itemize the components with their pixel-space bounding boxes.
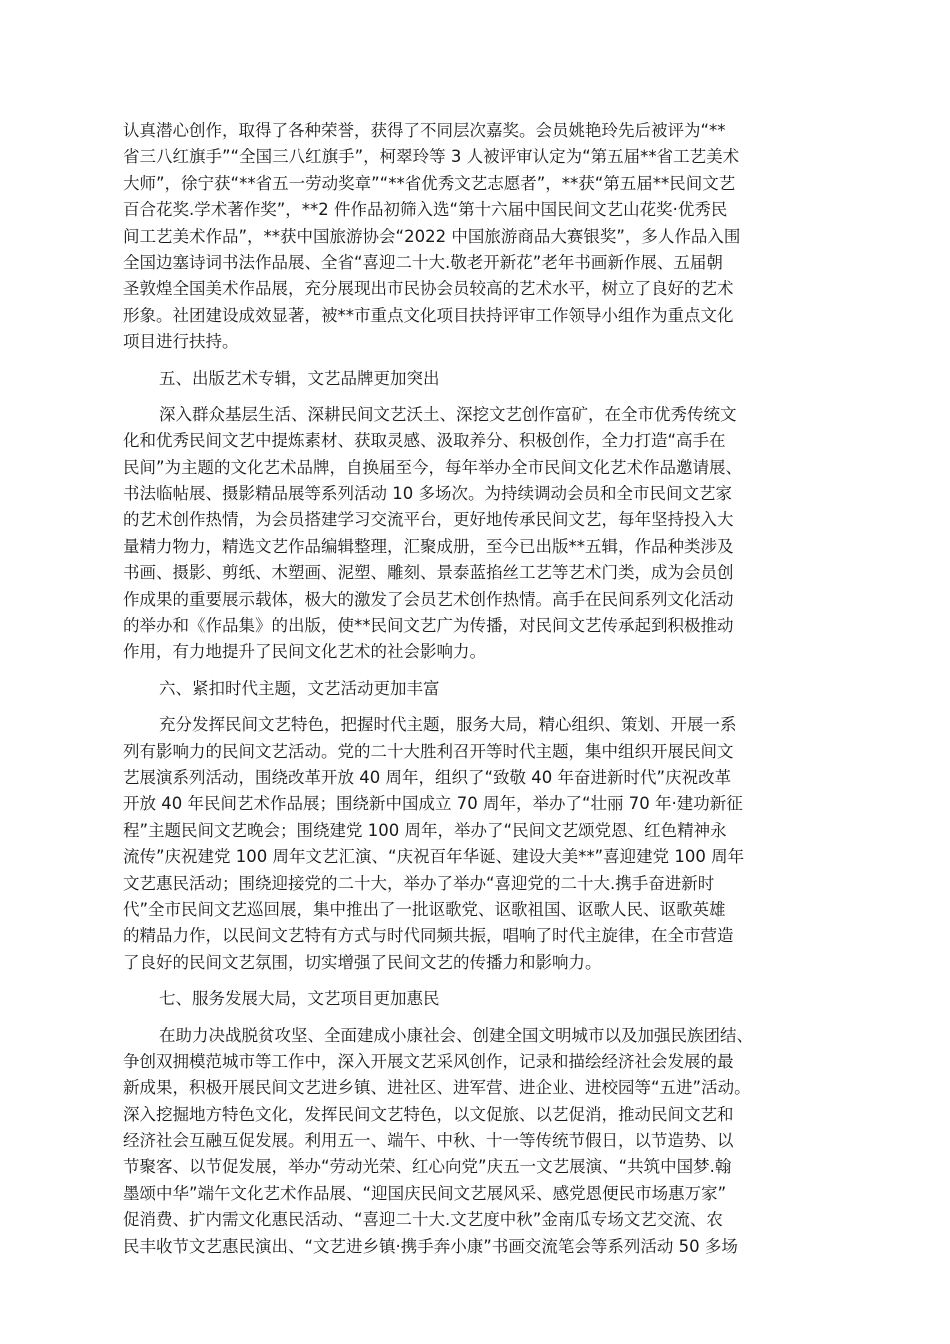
paragraph-gap	[123, 702, 833, 712]
text-line: 量精力物力，精选文艺作品编辑整理，汇聚成册，至今已出版**五辑，作品种类涉及	[123, 536, 734, 556]
text-line: 开放 40 年民间艺术作品展；围绕新中国成立 70 周年，举办了“壮丽 70 年·建功新征	[123, 794, 743, 814]
paragraph-gap	[123, 666, 833, 676]
text-line: 民丰收节文艺惠民演出、“文艺进乡镇·携手奔小康”书画交流笔会等系列活动 50 多场	[123, 1236, 738, 1256]
text-line: 程”主题民间文艺晚会；围绕建党 100 周年，举办了“民间文艺颂党恩、红色精神永	[123, 820, 727, 840]
text-line: 深入挖掘地方特色文化，发挥民间文艺特色，以文促旅、以艺促消，推动民间文艺和	[123, 1104, 734, 1124]
text-line: 新成果，积极开展民间文艺进乡镇、进社区、进军营、进企业、进校园等“五进”活动。	[123, 1078, 751, 1098]
text-line: 化和优秀民间文艺中提炼素材、获取灵感、汲取养分、积极创作，全力打造“高手在	[123, 431, 726, 451]
text-line: 圣敦煌全国美术作品展，充分展现出市民协会员较高的艺术水平，树立了良好的艺术	[123, 279, 734, 299]
text-line: 充分发挥民间文艺特色，把握时代主题，服务大局，精心组织、策划、开展一系	[159, 715, 737, 735]
text-line: 省三八红旗手”“全国三八红旗手”，柯翠玲等 3 人被评审认定为“第五届**省工艺美术	[123, 147, 740, 167]
text-line: 在助力决战脱贫攻坚、全面建成小康社会、创建全国文明城市以及加强民族团结、	[159, 1025, 753, 1045]
text-line: 了良好的民间文艺氛围，切实增强了民间文艺的传播力和影响力。	[123, 952, 602, 972]
text-line: 作成果的重要展示载体，极大的激发了会员艺术创作热情。高手在民间系列文化活动	[123, 589, 734, 609]
text-line: 深入群众基层生活、深耕民间文艺沃土、深挖文艺创作富矿，在全市优秀传统文	[159, 404, 737, 424]
text-line: 认真潜心创作，取得了各种荣誉，获得了不同层次嘉奖。会员姚艳玲先后被评为“**	[123, 121, 726, 140]
text-line: 经济社会互融互促发展。利用五一、端午、中秋、十一等传统节假日，以节造势、以	[123, 1131, 734, 1151]
paragraph-gap	[123, 356, 833, 366]
text-line: 艺展演系列活动，围绕改革开放 40 周年，组织了“致敬 40 年奋进新时代”庆祝改革	[123, 767, 732, 787]
text-line: 争创双拥模范城市等工作中，深入开展文艺采风创作，记录和描绘经济社会发展的最	[123, 1051, 734, 1071]
paragraph-gap	[123, 1013, 833, 1023]
text-line: 间工艺美术作品”，**获中国旅游协会“2022 中国旅游商品大赛银奖”，多人作品入围	[123, 226, 741, 246]
text-line: 百合花奖.学术著作奖”，**2 件作品初筛入选“第十六届中国民间文艺山花奖·优秀民	[123, 200, 728, 220]
paragraph-gap	[123, 976, 833, 986]
document-body	[123, 118, 833, 1260]
text-line: 作用，有力地提升了民间文化艺术的社会影响力。	[123, 642, 486, 662]
text-line: 文艺惠民活动；围绕迎接党的二十大，举办了举办“喜迎党的二十大.携手奋进新时	[123, 873, 715, 893]
section-heading: 六、紧扣时代主题，文艺活动更加丰富	[159, 678, 440, 698]
text-line: 代”全市民间文艺巡回展，集中推出了一批讴歌党、讴歌祖国、讴歌人民、讴歌英雄	[123, 899, 726, 919]
paragraph-gap	[123, 392, 833, 402]
text-line: 列有影响力的民间文艺活动。党的二十大胜利召开等时代主题，集中组织开展民间文	[123, 741, 734, 761]
text-line: 形象。社团建设成效显著，被**市重点文化项目扶持评审工作领导小组作为重点文化	[123, 305, 734, 325]
text-line: 民间”为主题的文化艺术品牌，自换届至今，每年举办全市民间文化艺术作品邀请展、	[123, 457, 743, 477]
text-line: 全国边塞诗词书法作品展、全省“喜迎二十大.敬老开新花”老年书画新作展、五届朝	[123, 252, 723, 272]
text-line: 的精品力作，以民间文艺特有方式与时代同频共振，唱响了时代主旋律，在全市营造	[123, 926, 734, 946]
text-line: 的艺术创作热情，为会员搭建学习交流平台，更好地传承民间文艺，每年坚持投入大	[123, 510, 734, 530]
text-line: 书法临帖展、摄影精品展等系列活动 10 多场次。为持续调动会员和全市民间文艺家	[123, 484, 732, 504]
section-heading: 七、服务发展大局，文艺项目更加惠民	[159, 989, 440, 1009]
text-line: 大师”，徐宁获“**省五一劳动奖章”“**省优秀文艺志愿者”，**获“第五届**民间文艺	[123, 173, 736, 193]
text-line: 流传”庆祝建党 100 周年文艺汇演、“庆祝百年华诞、建设大美**”喜迎建党 100 周年	[123, 847, 745, 867]
section-heading: 五、出版艺术专辑，文艺品牌更加突出	[159, 368, 440, 388]
text-line: 书画、摄影、剪纸、木塑画、泥塑、雕刻、景泰蓝掐丝工艺等艺术门类，成为会员创	[123, 563, 734, 583]
text-line: 的举办和《作品集》的出版，使**民间文艺广为传播，对民间文艺传承起到积极推动	[123, 616, 734, 636]
text-line: 促消费、扩内需文化惠民活动、“喜迎二十大.文艺度中秋”金南瓜专场文艺交流、农	[123, 1210, 723, 1230]
text-line: 墨颂中华”端午文化艺术作品展、“迎国庆民间文艺展风采、感党恩便民市场惠万家”	[123, 1183, 727, 1203]
text-line: 节聚客、以节促发展，举办“劳动光荣、红心向党”庆五一文艺展演、“共筑中国梦.翰	[123, 1157, 732, 1177]
text-line: 项目进行扶持。	[123, 332, 239, 352]
